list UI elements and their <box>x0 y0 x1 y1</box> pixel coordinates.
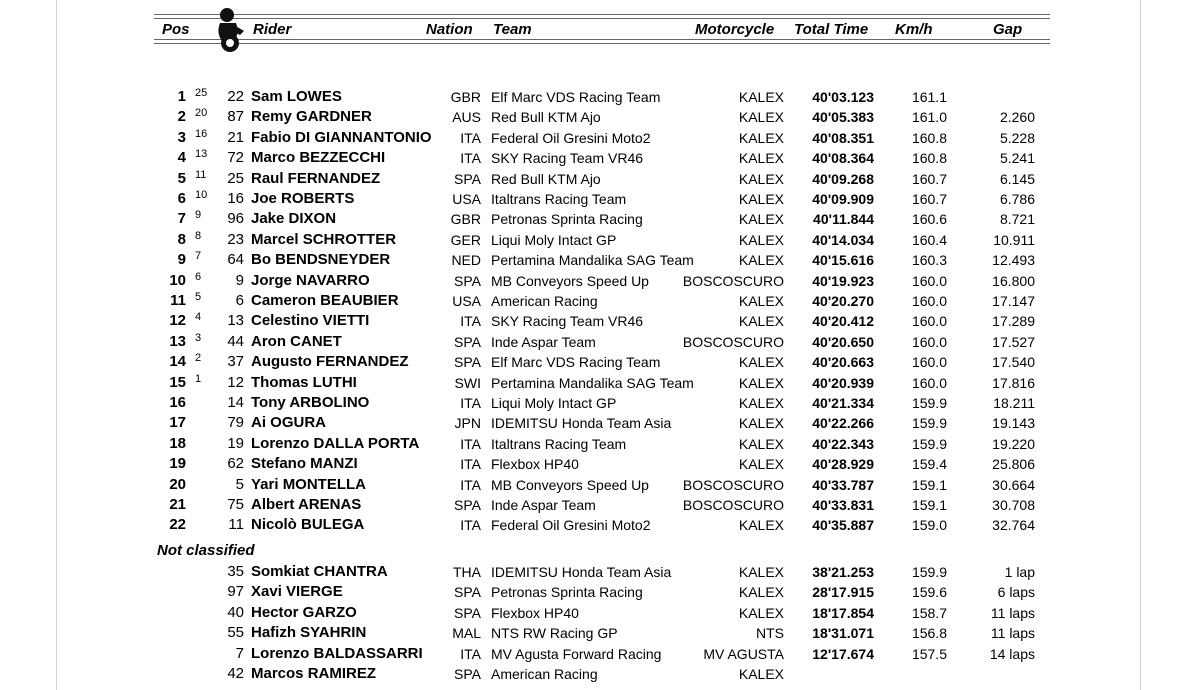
gap-cell: 1 lap <box>1004 564 1035 580</box>
result-row <box>0 562 1200 582</box>
rider-name-cell: Marcel SCHROTTER <box>251 230 397 248</box>
rider-name-cell: Marcos RAMIREZ <box>251 665 377 682</box>
total-time-cell: 40'20.939 <box>812 374 874 391</box>
gap-cell: 17.540 <box>992 354 1035 371</box>
points-cell: 1 <box>195 372 202 385</box>
nation-cell: SPA <box>454 272 481 289</box>
result-row <box>0 393 1200 413</box>
rider-name-cell: Fabio DI GIANNANTONIO <box>251 128 432 146</box>
points-cell: 9 <box>195 209 202 222</box>
speed-kmh-cell: 160.0 <box>911 354 947 371</box>
nation-cell: ITA <box>460 456 481 473</box>
total-time-cell: 40'20.663 <box>812 354 874 371</box>
motorcycle-cell: KALEX <box>738 150 784 167</box>
motorcycle-rider-icon <box>210 5 250 53</box>
position-cell: 10 <box>169 271 186 289</box>
rider-name-cell: Jorge NAVARRO <box>251 271 370 289</box>
rider-number-cell: 64 <box>227 251 244 269</box>
total-time-cell: 40'21.334 <box>812 395 874 411</box>
rider-name-cell: Nicolò BULEGA <box>251 516 365 534</box>
rider-number-cell: 75 <box>227 496 244 513</box>
nation-cell: THA <box>453 564 481 580</box>
points-cell: 7 <box>195 250 202 263</box>
speed-kmh-cell: 160.7 <box>911 170 947 187</box>
total-time-cell: 40'20.270 <box>812 293 874 309</box>
speed-kmh-cell: 161.1 <box>911 89 947 105</box>
rider-name-cell: Lorenzo DALLA PORTA <box>251 434 420 452</box>
speed-kmh-cell: 159.9 <box>911 435 947 452</box>
motorcycle-cell: KALEX <box>738 456 784 473</box>
result-row <box>0 311 1200 331</box>
rider-number-cell: 96 <box>227 210 244 228</box>
rider-number-cell: 19 <box>227 434 244 452</box>
rider-number-cell: 11 <box>228 516 244 534</box>
result-row <box>0 644 1200 664</box>
result-row <box>0 515 1200 535</box>
team-name-cell: Inde Aspar Team <box>491 333 596 350</box>
speed-kmh-cell: 160.8 <box>911 129 947 146</box>
total-time-cell: 40'11.844 <box>813 211 874 228</box>
header-total-time: Total Time <box>794 21 869 38</box>
total-time-cell: 18'31.071 <box>812 625 874 642</box>
nation-cell: ITA <box>460 476 481 493</box>
points-cell: 3 <box>195 331 202 344</box>
nation-cell: GER <box>450 231 481 248</box>
position-cell: 7 <box>177 210 186 228</box>
points-cell: 13 <box>195 148 208 161</box>
team-name-cell: Pertamina Mandalika SAG Team <box>491 252 694 269</box>
result-row <box>0 373 1200 393</box>
team-name-cell: Federal Oil Gresini Moto2 <box>491 129 651 146</box>
header-top-rule-inner <box>154 18 1050 19</box>
motorcycle-cell: KALEX <box>738 293 784 309</box>
nation-cell: NED <box>451 252 481 269</box>
rider-name-cell: Marco BEZZECCHI <box>251 149 386 167</box>
speed-kmh-cell: 159.1 <box>911 476 947 493</box>
nation-cell: ITA <box>460 129 481 146</box>
result-row <box>0 189 1200 209</box>
rider-name-cell: Yari MONTELLA <box>251 475 367 493</box>
result-row <box>0 271 1200 291</box>
speed-kmh-cell: 160.7 <box>911 191 947 207</box>
points-cell: 2 <box>195 352 202 365</box>
total-time-cell: 40'05.383 <box>812 109 874 126</box>
header-bottom-rule-inner <box>154 39 1050 40</box>
total-time-cell: 18'17.854 <box>812 604 874 621</box>
header-pos: Pos <box>162 21 190 38</box>
nation-cell: SPA <box>454 497 481 513</box>
total-time-cell: 12'17.674 <box>812 645 874 662</box>
motorcycle-cell: KALEX <box>738 564 784 580</box>
rider-number-cell: 25 <box>227 169 244 187</box>
team-name-cell: Petronas Sprinta Racing <box>491 211 643 228</box>
position-cell: 3 <box>177 128 186 146</box>
motorcycle-cell: BOSCOSCURO <box>682 272 784 289</box>
rider-name-cell: Somkiat CHANTRA <box>251 563 388 580</box>
team-name-cell: Elf Marc VDS Racing Team <box>491 89 661 105</box>
gap-cell: 5.241 <box>999 150 1035 167</box>
speed-kmh-cell: 158.7 <box>911 604 947 621</box>
rider-number-cell: 87 <box>227 108 244 126</box>
total-time-cell: 40'35.887 <box>812 517 874 534</box>
motorcycle-cell: KALEX <box>738 313 784 330</box>
rider-name-cell: Sam LOWES <box>251 88 342 105</box>
team-name-cell: Italtrans Racing Team <box>491 191 627 207</box>
header-motorcycle: Motorcycle <box>695 21 775 38</box>
result-row <box>0 209 1200 229</box>
motorcycle-cell: KALEX <box>738 211 784 228</box>
speed-kmh-cell: 160.0 <box>911 374 947 391</box>
result-row <box>0 582 1200 602</box>
rider-number-cell: 12 <box>227 373 244 391</box>
nation-cell: GBR <box>450 89 481 105</box>
motorcycle-cell: KALEX <box>738 170 784 187</box>
result-row <box>0 413 1200 433</box>
result-row <box>0 128 1200 148</box>
points-cell: 20 <box>195 107 208 120</box>
team-name-cell: Red Bull KTM Ajo <box>491 170 601 187</box>
nation-cell: ITA <box>460 517 481 534</box>
rider-name-cell: Bo BENDSNEYDER <box>251 251 391 269</box>
rider-number-cell: 44 <box>227 332 244 350</box>
nation-cell: AUS <box>452 109 481 126</box>
rider-number-cell: 79 <box>227 414 244 432</box>
motorcycle-cell: KALEX <box>738 354 784 371</box>
nation-cell: ITA <box>460 435 481 452</box>
team-name-cell: Inde Aspar Team <box>491 497 596 513</box>
total-time-cell: 40'28.929 <box>812 456 874 473</box>
team-name-cell: IDEMITSU Honda Team Asia <box>491 564 672 580</box>
team-name-cell: Elf Marc VDS Racing Team <box>491 354 661 371</box>
result-row <box>0 352 1200 372</box>
points-cell: 16 <box>195 127 208 140</box>
points-cell: 6 <box>195 270 202 283</box>
rider-name-cell: Augusto FERNANDEZ <box>251 353 409 371</box>
gap-cell: 30.708 <box>992 497 1035 513</box>
gap-cell: 12.493 <box>992 252 1035 269</box>
position-cell: 2 <box>177 108 186 126</box>
points-cell: 8 <box>195 229 202 242</box>
gap-cell: 18.211 <box>993 395 1035 411</box>
total-time-cell: 40'08.364 <box>812 150 874 167</box>
team-name-cell: American Racing <box>491 293 598 309</box>
speed-kmh-cell: 160.0 <box>911 272 947 289</box>
team-name-cell: Italtrans Racing Team <box>491 435 627 452</box>
header-gap: Gap <box>993 21 1023 38</box>
rider-name-cell: Lorenzo BALDASSARRI <box>251 644 423 662</box>
gap-cell: 17.289 <box>992 313 1035 330</box>
header-kmh: Km/h <box>895 21 933 38</box>
motorcycle-cell: KALEX <box>738 109 784 126</box>
team-name-cell: American Racing <box>491 666 598 682</box>
team-name-cell: Liqui Moly Intact GP <box>491 231 617 248</box>
gap-cell: 17.527 <box>992 333 1035 350</box>
total-time-cell: 40'19.923 <box>812 272 874 289</box>
nation-cell: USA <box>452 191 481 207</box>
position-cell: 18 <box>169 434 186 452</box>
position-cell: 5 <box>177 169 186 187</box>
nation-cell: SWI <box>454 374 481 391</box>
position-cell: 4 <box>177 149 186 167</box>
nation-cell: SPA <box>454 333 481 350</box>
motorcycle-cell: KALEX <box>738 517 784 534</box>
header-top-rule <box>154 14 1050 15</box>
rider-name-cell: Thomas LUTHI <box>251 373 357 391</box>
position-cell: 12 <box>169 312 186 330</box>
total-time-cell: 40'03.123 <box>812 89 874 105</box>
points-cell: 5 <box>195 291 202 303</box>
motorcycle-cell: KALEX <box>738 666 784 682</box>
total-time-cell: 40'09.909 <box>812 191 874 207</box>
gap-cell: 32.764 <box>992 517 1035 534</box>
nation-cell: JPN <box>454 415 481 432</box>
team-name-cell: NTS RW Racing GP <box>491 625 618 642</box>
position-cell: 22 <box>169 516 186 534</box>
points-cell: 4 <box>195 311 202 324</box>
motorcycle-cell: KALEX <box>738 395 784 411</box>
speed-kmh-cell: 159.1 <box>911 497 947 513</box>
gap-cell: 6 laps <box>997 584 1035 601</box>
gap-cell: 25.806 <box>992 456 1035 473</box>
position-cell: 6 <box>177 190 186 207</box>
gap-cell: 6.145 <box>999 170 1035 187</box>
rider-name-cell: Hafizh SYAHRIN <box>251 624 367 642</box>
team-name-cell: SKY Racing Team VR46 <box>491 150 644 167</box>
position-cell: 20 <box>169 475 186 493</box>
result-row <box>0 475 1200 495</box>
team-name-cell: Liqui Moly Intact GP <box>491 395 617 411</box>
rider-name-cell: Ai OGURA <box>251 414 326 432</box>
team-name-cell: SKY Racing Team VR46 <box>491 313 644 330</box>
nation-cell: ITA <box>460 645 481 662</box>
team-name-cell: Pertamina Mandalika SAG Team <box>491 374 694 391</box>
rider-name-cell: Jake DIXON <box>251 210 337 228</box>
speed-kmh-cell: 159.9 <box>911 415 947 432</box>
result-row <box>0 107 1200 127</box>
position-cell: 11 <box>170 292 186 309</box>
total-time-cell: 40'15.616 <box>812 252 874 269</box>
result-row <box>0 291 1200 311</box>
gap-cell: 6.786 <box>999 191 1035 207</box>
speed-kmh-cell: 160.4 <box>911 231 947 248</box>
team-name-cell: MB Conveyors Speed Up <box>491 476 649 493</box>
nation-cell: MAL <box>452 625 481 642</box>
team-name-cell: Petronas Sprinta Racing <box>491 584 643 601</box>
gap-cell: 8.721 <box>999 211 1035 228</box>
gap-cell: 17.147 <box>992 293 1035 309</box>
nation-cell: ITA <box>460 395 481 411</box>
rider-number-cell: 6 <box>235 292 244 309</box>
speed-kmh-cell: 156.8 <box>911 625 947 642</box>
rider-number-cell: 5 <box>235 475 244 493</box>
position-cell: 8 <box>177 230 186 248</box>
rider-number-cell: 72 <box>227 149 244 167</box>
rider-number-cell: 62 <box>227 455 244 473</box>
total-time-cell: 40'33.787 <box>812 476 874 493</box>
total-time-cell: 40'09.268 <box>812 170 874 187</box>
position-cell: 9 <box>177 251 186 269</box>
rider-number-cell: 42 <box>227 665 244 682</box>
rider-number-cell: 13 <box>227 312 244 330</box>
rider-name-cell: Stefano MANZI <box>251 455 358 473</box>
motorcycle-cell: NTS <box>756 625 784 642</box>
speed-kmh-cell: 159.6 <box>911 584 947 601</box>
motorcycle-cell: KALEX <box>738 89 784 105</box>
rider-number-cell: 40 <box>227 603 244 621</box>
position-cell: 16 <box>169 394 186 411</box>
motorcycle-cell: KALEX <box>738 252 784 269</box>
team-name-cell: Flexbox HP40 <box>491 604 579 621</box>
total-time-cell: 28'17.915 <box>812 584 874 601</box>
result-row <box>0 664 1200 684</box>
result-row <box>0 230 1200 250</box>
gap-cell: 5.228 <box>999 129 1035 146</box>
gap-cell: 11 laps <box>990 604 1035 621</box>
result-row <box>0 434 1200 454</box>
motorcycle-cell: KALEX <box>738 231 784 248</box>
rider-number-cell: 21 <box>227 128 244 146</box>
total-time-cell: 40'22.266 <box>812 415 874 432</box>
total-time-cell: 38'21.253 <box>812 564 874 580</box>
rider-number-cell: 9 <box>235 271 244 289</box>
speed-kmh-cell: 160.6 <box>911 211 947 228</box>
result-row <box>0 250 1200 270</box>
gap-cell: 19.220 <box>992 435 1035 452</box>
gap-cell: 16.800 <box>992 272 1035 289</box>
gap-cell: 17.816 <box>992 374 1035 391</box>
nation-cell: ITA <box>460 313 481 330</box>
position-cell: 14 <box>169 353 186 371</box>
rider-number-cell: 7 <box>235 644 244 662</box>
speed-kmh-cell: 160.0 <box>911 313 947 330</box>
rider-name-cell: Raul FERNANDEZ <box>251 169 381 187</box>
position-cell: 13 <box>169 332 186 350</box>
rider-number-cell: 35 <box>227 563 244 580</box>
rider-name-cell: Celestino VIETTI <box>251 312 370 330</box>
motorcycle-cell: MV AGUSTA <box>703 645 784 662</box>
speed-kmh-cell: 161.0 <box>911 109 947 126</box>
motorcycle-cell: BOSCOSCURO <box>682 497 784 513</box>
motorcycle-cell: KALEX <box>738 374 784 391</box>
result-row <box>0 169 1200 189</box>
motorcycle-cell: KALEX <box>738 129 784 146</box>
speed-kmh-cell: 160.3 <box>911 252 947 269</box>
result-row <box>0 623 1200 643</box>
team-name-cell: Federal Oil Gresini Moto2 <box>491 517 651 534</box>
motorcycle-cell: KALEX <box>738 415 784 432</box>
gap-cell: 10.911 <box>993 231 1035 248</box>
rider-number-cell: 22 <box>227 88 244 105</box>
nation-cell: SPA <box>454 666 481 682</box>
rider-number-cell: 55 <box>227 624 244 642</box>
header-rider: Rider <box>253 21 292 38</box>
motorcycle-cell: KALEX <box>738 435 784 452</box>
motorcycle-cell: KALEX <box>738 191 784 207</box>
total-time-cell: 40'20.412 <box>812 313 874 330</box>
rider-name-cell: Joe ROBERTS <box>251 190 355 207</box>
rider-number-cell: 97 <box>227 583 244 601</box>
rider-name-cell: Aron CANET <box>251 332 342 350</box>
speed-kmh-cell: 160.8 <box>911 150 947 167</box>
team-name-cell: IDEMITSU Honda Team Asia <box>491 415 672 432</box>
speed-kmh-cell: 160.0 <box>911 293 947 309</box>
total-time-cell: 40'33.831 <box>812 497 874 513</box>
gap-cell: 14 laps <box>989 645 1035 662</box>
motorcycle-cell: KALEX <box>738 604 784 621</box>
nation-cell: ITA <box>460 150 481 167</box>
nation-cell: SPA <box>454 354 481 371</box>
not-classified-heading: Not classified <box>157 542 255 559</box>
speed-kmh-cell: 159.0 <box>911 517 947 534</box>
total-time-cell: 40'14.034 <box>812 231 874 248</box>
total-time-cell: 40'20.650 <box>812 333 874 350</box>
speed-kmh-cell: 160.0 <box>911 333 947 350</box>
motorcycle-cell: BOSCOSCURO <box>682 476 784 493</box>
points-cell: 11 <box>195 168 207 181</box>
header-bottom-rule <box>154 43 1050 44</box>
nation-cell: USA <box>452 293 481 309</box>
result-row <box>0 495 1200 515</box>
rider-name-cell: Hector GARZO <box>251 603 357 621</box>
team-name-cell: Flexbox HP40 <box>491 456 579 473</box>
speed-kmh-cell: 159.9 <box>911 564 947 580</box>
rider-number-cell: 37 <box>227 353 244 371</box>
result-row <box>0 332 1200 352</box>
points-cell: 25 <box>195 87 208 99</box>
team-name-cell: Red Bull KTM Ajo <box>491 109 601 126</box>
rider-name-cell: Remy GARDNER <box>251 108 372 126</box>
header-team: Team <box>493 21 532 38</box>
result-row <box>0 87 1200 107</box>
position-cell: 19 <box>169 455 186 473</box>
rider-name-cell: Albert ARENAS <box>251 496 362 513</box>
position-cell: 21 <box>169 496 186 513</box>
gap-cell: 19.143 <box>992 415 1035 432</box>
total-time-cell: 40'08.351 <box>812 129 874 146</box>
rider-number-cell: 16 <box>227 190 244 207</box>
gap-cell: 11 laps <box>990 625 1035 642</box>
position-cell: 15 <box>169 373 186 391</box>
result-row <box>0 454 1200 474</box>
total-time-cell: 40'22.343 <box>812 435 874 452</box>
speed-kmh-cell: 159.9 <box>911 395 947 411</box>
result-row <box>0 148 1200 168</box>
motorcycle-cell: KALEX <box>738 584 784 601</box>
position-cell: 1 <box>177 88 186 105</box>
rider-number-cell: 14 <box>227 394 244 411</box>
nation-cell: SPA <box>454 604 481 621</box>
gap-cell: 30.664 <box>992 476 1035 493</box>
position-cell: 17 <box>169 414 186 432</box>
rider-name-cell: Cameron BEAUBIER <box>251 292 399 309</box>
nation-cell: SPA <box>454 584 481 601</box>
team-name-cell: MB Conveyors Speed Up <box>491 272 649 289</box>
rider-name-cell: Tony ARBOLINO <box>251 394 370 411</box>
nation-cell: SPA <box>454 170 481 187</box>
team-name-cell: MV Agusta Forward Racing <box>491 645 662 662</box>
speed-kmh-cell: 157.5 <box>911 645 947 662</box>
gap-cell: 2.260 <box>999 109 1035 126</box>
points-cell: 10 <box>195 189 208 201</box>
speed-kmh-cell: 159.4 <box>911 456 947 473</box>
nation-cell: GBR <box>450 211 481 228</box>
result-row <box>0 603 1200 623</box>
motorcycle-cell: BOSCOSCURO <box>682 333 784 350</box>
rider-number-cell: 23 <box>227 230 244 248</box>
header-nation: Nation <box>426 21 473 38</box>
rider-name-cell: Xavi VIERGE <box>251 583 343 601</box>
